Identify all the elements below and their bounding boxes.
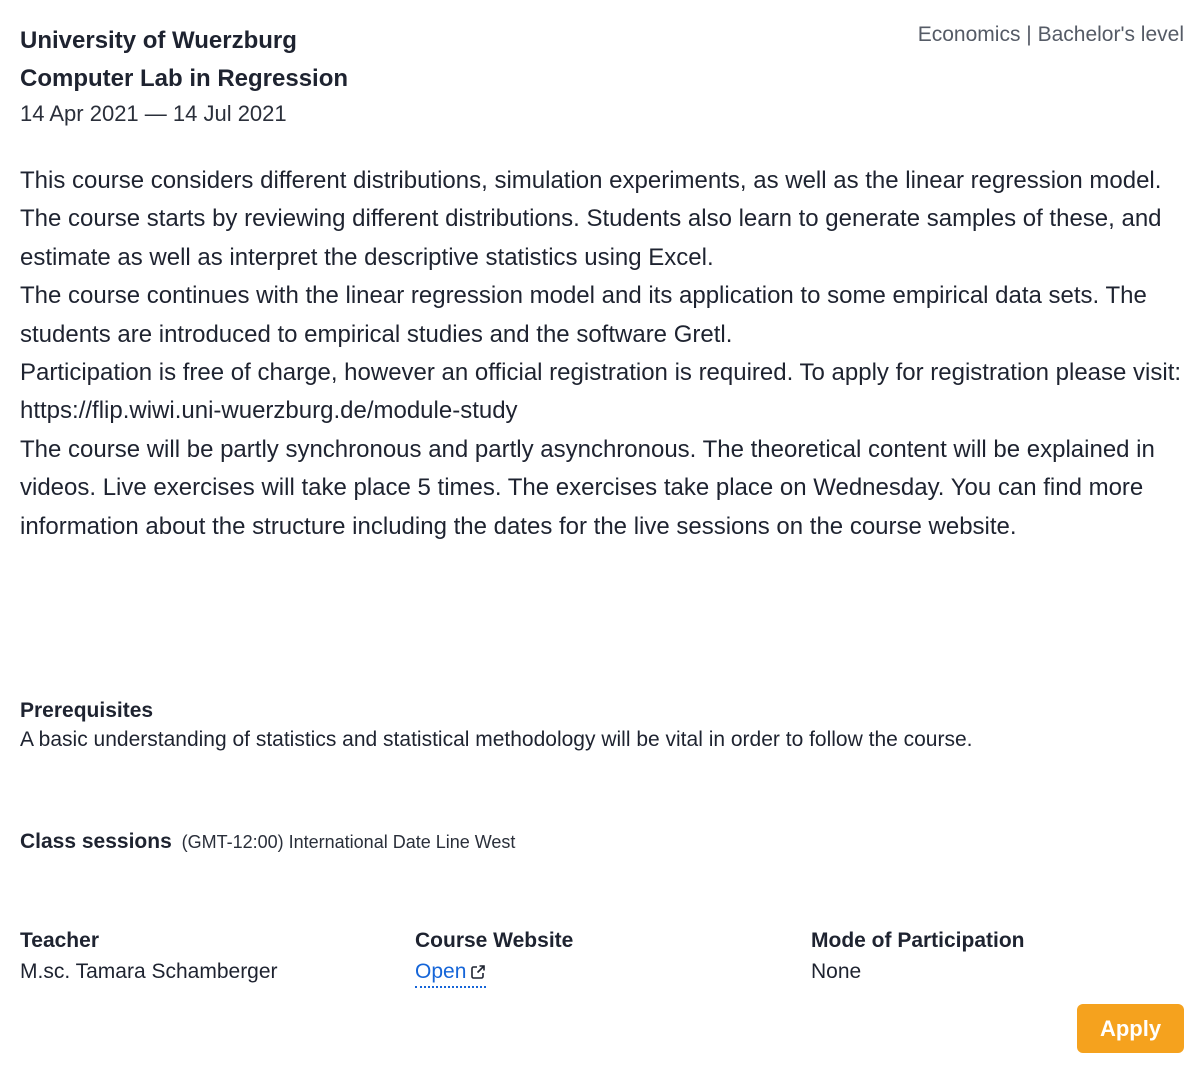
participation-mode-value: None [811, 960, 862, 983]
course-level: Economics | Bachelor's level [917, 23, 1184, 46]
course-website-label: Course Website [415, 929, 574, 952]
class-sessions-timezone: (GMT-12:00) International Date Line West [181, 832, 516, 852]
description-paragraph: The course will be partly synchronous and partly asynchronous. The theoretical content will be explained in videos. Live exercises will take place 5 times. The exercises take place on Wednesday. You can find more information about the structure including the dates for the live sessions on the course website. [20, 435, 1155, 540]
course-website-link-text: Open [415, 960, 467, 983]
prerequisites-title: Prerequisites [20, 699, 154, 722]
teacher-name: M.sc. Tamara Schamberger [20, 960, 278, 983]
teacher-info [20, 927, 400, 989]
course-description [20, 162, 1190, 546]
prerequisites-section [20, 697, 1184, 755]
registration-url: https://flip.wiwi.uni-wuerzburg.de/module-study [20, 397, 518, 425]
participation-mode-info [811, 927, 1191, 989]
description-paragraph: The course continues with the linear regression model and its application to some empirical data sets. The students are introduced to empirical studies and the software Gretl. [20, 282, 1147, 348]
course-title: Computer Lab in Regression [20, 65, 349, 92]
apply-button[interactable]: Apply [1077, 1004, 1184, 1053]
teacher-label: Teacher [20, 929, 99, 952]
external-link-icon [470, 964, 486, 980]
course-website-link[interactable] [415, 959, 486, 988]
class-sessions-label: Class sessions [20, 830, 172, 853]
prerequisites-text: A basic understanding of statistics and statistical methodology will be vital in order to follow the course. [20, 728, 973, 751]
description-paragraph: This course considers different distributions, simulation experiments, as well as the linear regression model. [20, 167, 1162, 194]
class-sessions [20, 827, 515, 857]
course-website-info [415, 927, 795, 989]
description-paragraph: Participation is free of charge, however an official registration is required. To apply for registration please visit: [20, 359, 1182, 387]
description-paragraph: The course starts by reviewing different distributions. Students also learn to generate samples of these, and estimate as well as interpret the descriptive statistics using Excel. [20, 205, 1162, 271]
course-dates: 14 Apr 2021 — 14 Jul 2021 [20, 101, 287, 126]
course-header [20, 22, 1184, 130]
university-name: University of Wuerzburg [20, 27, 297, 54]
participation-mode-label: Mode of Participation [811, 929, 1025, 952]
